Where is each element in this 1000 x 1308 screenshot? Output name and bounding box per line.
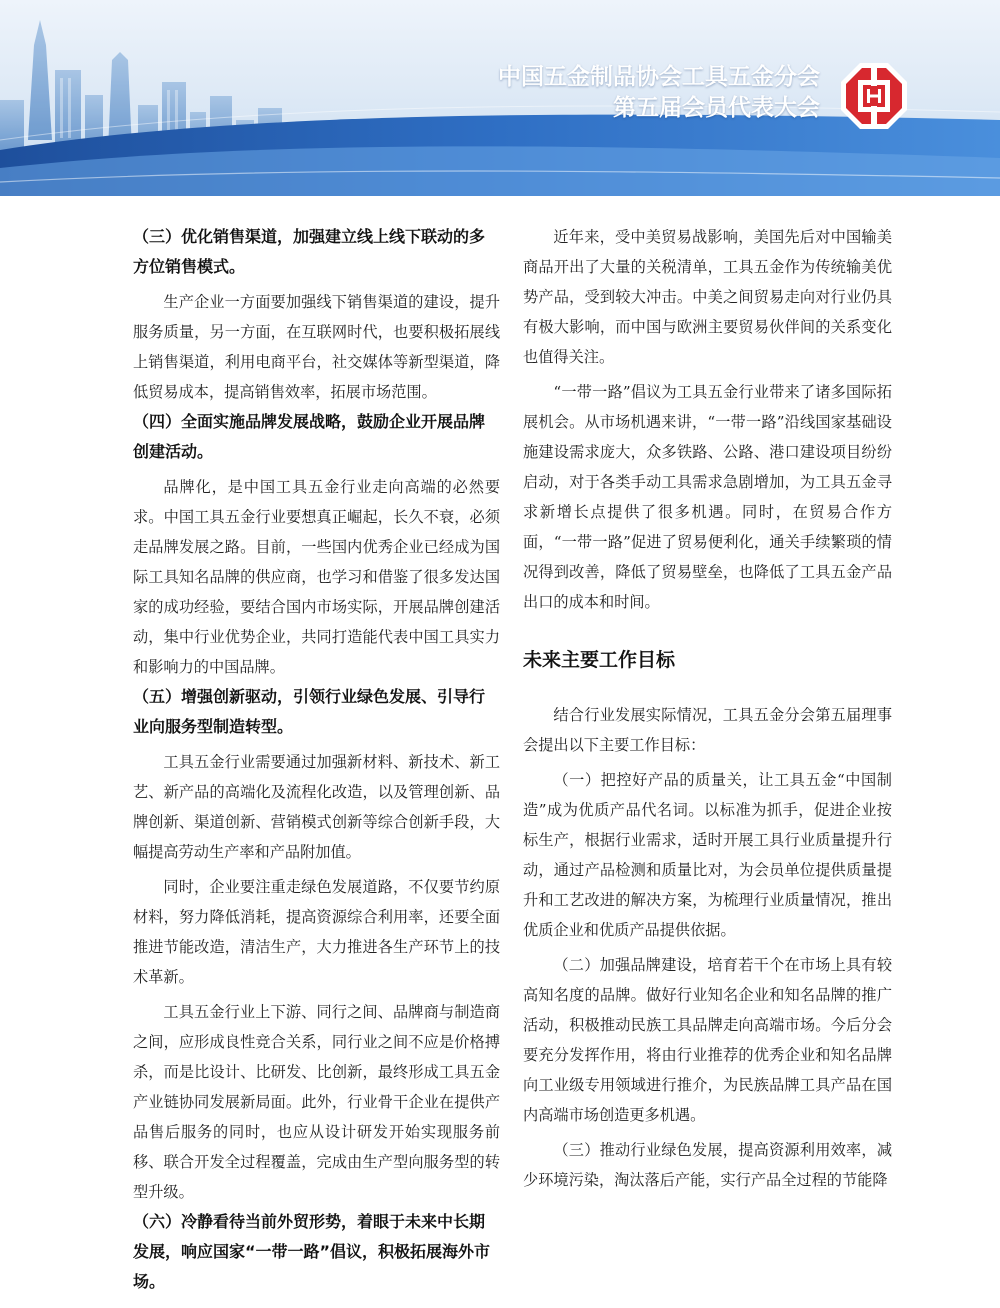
subheading-6: （六）冷静看待当前外贸形势，着眼于未来中长期发展，响应国家“一带一路”倡议，积极拓展海外市场。 bbox=[133, 1212, 491, 1291]
subheading-3: （三）优化销售渠道，加强建立线上线下联动的多方位销售模式。 bbox=[133, 227, 486, 276]
goal-item: （一）把控好产品的质量关，让工具五金“中国制造”成为优质产品代名词。以标准为抓手，促进企业按标生产，根据行业需求，适时开展工具行业质量提升行动，通过产品检测和质量比对，为会员单位提供质量提升和工艺改进的解决方案，为梳理行业质量情况，推出优质企业和优质产品提供依据。 bbox=[523, 771, 892, 939]
left-column bbox=[133, 222, 500, 1297]
subheading-5: （五）增强创新驱动，引领行业绿色发展、引导行业向服务型制造转型。 bbox=[133, 687, 486, 736]
goal-item: （三）推动行业绿色发展，提高资源利用效率，减少环境污染，淘汰落后产能，实行产品全过程的节能降 bbox=[523, 1141, 892, 1189]
subheading-4: （四）全面实施品牌发展战略，鼓励企业开展品牌创建活动。 bbox=[133, 412, 486, 461]
goal-item: （二）加强品牌建设，培育若干个在市场上具有较高知名度的品牌。做好行业知名企业和知名品牌的推广活动，积极推动民族工具品牌走向高端市场。今后分会要充分发挥作用，将由行业推荐的优秀企业和知名品牌向工业级专用领域进行推介，为民族品牌工具产品在国内高端市场创造更多机遇。 bbox=[523, 956, 892, 1124]
hardware-association-logo-icon bbox=[838, 60, 910, 132]
title-line-2: 第五届会员代表大会 bbox=[613, 95, 820, 121]
header-banner bbox=[0, 0, 1000, 196]
title-line-1: 中国五金制品协会工具五金分会 bbox=[498, 64, 820, 90]
paragraph: 工具五金行业需要通过加强新材料、新技术、新工艺、新产品的高端化及流程化改造，以及管理创新、品牌创新、渠道创新、营销模式创新等综合创新手段，大幅提高劳动生产率和产品附加值。 bbox=[133, 753, 500, 861]
conference-title bbox=[498, 62, 820, 124]
paragraph: “一带一路”倡议为工具五金行业带来了诸多国际拓展机会。从市场机遇来讲，“一带一路”沿线国家基础设施建设需求庞大，众多铁路、公路、港口建设项目纷纷启动，对于各类手动工具需求急剧增加，为工具五金寻求新增长点提供了很多机遇。同时，在贸易合作方面，“一带一路”促进了贸易便利化，通关手续繁琐的情况得到改善，降低了贸易壁垒，也降低了工具五金产品出口的成本和时间。 bbox=[523, 383, 892, 611]
paragraph: 工具五金行业上下游、同行之间、品牌商与制造商之间，应形成良性竞合关系，同行业之间不应是价格搏杀，而是比设计、比研发、比创新，最终形成工具五金产业链协同发展新局面。此外，行业骨干企业在提供产品售后服务的同时，也应从设计研发开始实现服务前移、联合开发全过程覆盖，完成由生产型向服务型的转型升级。 bbox=[133, 1003, 500, 1201]
right-column bbox=[523, 222, 892, 1195]
section-title: 未来主要工作目标 bbox=[523, 649, 676, 671]
paragraph: 生产企业一方面要加强线下销售渠道的建设，提升服务质量，另一方面，在互联网时代，也要积极拓展线上销售渠道，利用电商平台，社交媒体等新型渠道，降低贸易成本，提高销售效率，拓展市场范围。 bbox=[133, 293, 500, 401]
paragraph: 近年来，受中美贸易战影响，美国先后对中国输美商品开出了大量的关税清单，工具五金作为传统输美优势产品，受到较大冲击。中美之间贸易走向对行业仍具有极大影响，而中国与欧洲主要贸易伙伴间的关系变化也值得关注。 bbox=[523, 228, 892, 366]
paragraph: 结合行业发展实际情况，工具五金分会第五届理事会提出以下主要工作目标： bbox=[523, 706, 892, 754]
paragraph: 同时，企业要注重走绿色发展道路，不仅要节约原材料，努力降低消耗，提高资源综合利用率，还要全面推进节能改造，清洁生产，大力推进各生产环节上的技术革新。 bbox=[133, 878, 500, 986]
paragraph: 品牌化，是中国工具五金行业走向高端的必然要求。中国工具五金行业要想真正崛起，长久不衰，必须走品牌发展之路。目前，一些国内优秀企业已经成为国际工具知名品牌的供应商，也学习和借鉴了很多发达国家的成功经验，要结合国内市场实际，开展品牌创建活动，集中行业优势企业，共同打造能代表中国工具实力和影响力的中国品牌。 bbox=[133, 478, 500, 676]
